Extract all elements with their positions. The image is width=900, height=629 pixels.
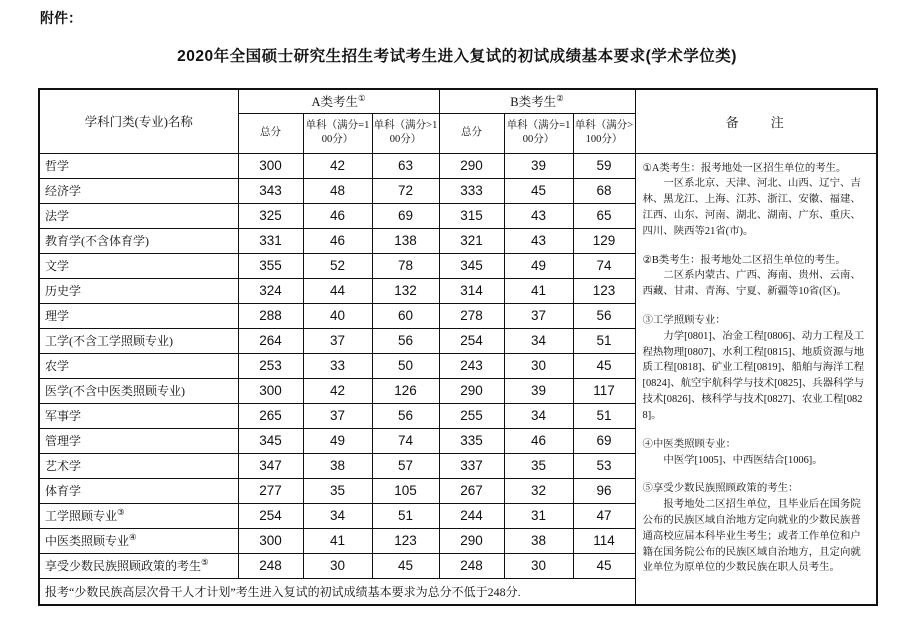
column-group-a [238,89,439,113]
score-cell: 300 [238,378,303,403]
subject-name-cell [39,453,238,478]
score-cell: 50 [372,353,439,378]
score-cell: 254 [238,503,303,528]
score-cell: 69 [372,203,439,228]
score-cell: 105 [372,478,439,503]
score-cell: 34 [504,403,573,428]
table-header [39,89,877,153]
score-cell: 267 [439,478,504,503]
score-requirements-table [38,88,878,606]
score-cell: 35 [303,478,372,503]
score-cell: 51 [573,328,635,353]
score-cell: 57 [372,453,439,478]
score-cell: 248 [238,553,303,578]
column-group-b [439,89,635,113]
subject-name-cell [39,353,238,378]
score-cell: 324 [238,278,303,303]
score-cell: 355 [238,253,303,278]
score-cell: 96 [573,478,635,503]
score-cell: 117 [573,378,635,403]
remark-paragraph: 二区系内蒙古、广西、海南、贵州、云南、西藏、甘肃、青海、宁夏、新疆等10省(区)。 [642,270,861,298]
footnote-marker-1: ① [357,93,366,104]
score-cell: 138 [372,228,439,253]
score-cell: 74 [573,253,635,278]
score-cell: 123 [573,278,635,303]
score-cell: 46 [303,203,372,228]
score-cell: 45 [372,553,439,578]
score-cell: 243 [439,353,504,378]
remark-paragraph: 报考地处二区招生单位，且毕业后在国务院公布的民族区域自治地方定向就业的少数民族普通高校应届本科毕业生考生；或者工作单位和户籍在国务院公布的民族区域自治地方，且定向就业单位为原单位的少数民族在职人员考生。 [642,499,861,574]
subject-name: 文学 [45,259,70,273]
score-cell: 335 [439,428,504,453]
subject-name-cell [39,428,238,453]
score-cell: 42 [303,153,372,178]
table-row [39,153,877,178]
score-cell: 248 [439,553,504,578]
score-cell: 244 [439,503,504,528]
score-cell: 32 [504,478,573,503]
score-cell: 114 [573,528,635,553]
score-cell: 30 [504,353,573,378]
subject-name-cell [39,553,238,578]
score-cell: 38 [303,453,372,478]
score-cell: 56 [372,328,439,353]
score-cell: 42 [303,378,372,403]
subject-name: 农学 [45,359,70,373]
score-cell: 65 [573,203,635,228]
score-cell: 300 [238,528,303,553]
score-cell: 47 [573,503,635,528]
score-cell: 49 [504,253,573,278]
score-cell: 126 [372,378,439,403]
score-cell: 39 [504,153,573,178]
score-cell: 51 [573,403,635,428]
score-cell: 52 [303,253,372,278]
score-cell: 123 [372,528,439,553]
score-cell: 48 [303,178,372,203]
score-cell: 337 [439,453,504,478]
score-cell: 254 [439,328,504,353]
score-cell: 132 [372,278,439,303]
subject-name-cell [39,478,238,503]
score-cell: 345 [238,428,303,453]
subject-name: 艺术学 [45,459,82,473]
score-cell: 300 [238,153,303,178]
score-cell: 315 [439,203,504,228]
column-header-b-total: 总分 [439,113,504,153]
column-header-remarks: 备 注 [635,89,877,153]
subject-name-cell [39,328,238,353]
score-cell: 345 [439,253,504,278]
score-cell: 288 [238,303,303,328]
score-cell: 347 [238,453,303,478]
subject-name: 医学(不含中医类照顾专业) [45,384,185,398]
score-cell: 35 [504,453,573,478]
subject-name: 军事学 [45,409,82,423]
score-cell: 333 [439,178,504,203]
footnote-marker: ⑤ [201,557,209,567]
score-cell: 41 [504,278,573,303]
score-cell: 56 [372,403,439,428]
score-cell: 49 [303,428,372,453]
column-header-subject: 学科门类(专业)名称 [39,89,238,153]
score-cell: 63 [372,153,439,178]
subject-name: 工学(不含工学照顾专业) [45,334,173,348]
remark-paragraph: 一区系北京、天津、河北、山西、辽宁、吉林、黑龙江、上海、江苏、浙江、安徽、福建、江西、山东、河南、湖北、湖南、广东、重庆、四川、陕西等21省(市)。 [642,178,861,237]
subject-name-cell [39,278,238,303]
score-cell: 44 [303,278,372,303]
page-title: 2020年全国硕士研究生招生考试考生进入复试的初试成绩基本要求(学术学位类) [177,48,737,65]
remark-paragraph: ①A类考生：报考地处一区招生单位的考生。 [642,162,847,174]
subject-name: 教育学(不含体育学) [45,234,149,248]
remark-paragraph: ⑤享受少数民族照顾政策的考生： [642,483,799,495]
group-a-label: A类考生 [311,95,358,110]
subject-name-cell [39,153,238,178]
score-cell: 314 [439,278,504,303]
subject-name: 中医类照顾专业 [45,534,130,548]
score-cell: 39 [504,378,573,403]
score-cell: 46 [303,228,372,253]
score-cell: 46 [504,428,573,453]
score-cell: 37 [303,403,372,428]
remark-paragraph: ②B类考生：报考地处二区招生单位的考生。 [642,254,846,266]
score-cell: 129 [573,228,635,253]
subject-name-cell [39,403,238,428]
subject-name: 体育学 [45,484,82,498]
score-cell: 43 [504,228,573,253]
column-header-a-single-gt100: 单科（满分>100分） [372,113,439,153]
column-header-a-total: 总分 [238,113,303,153]
score-cell: 277 [238,478,303,503]
score-cell: 290 [439,378,504,403]
subject-name-cell [39,303,238,328]
score-cell: 41 [303,528,372,553]
score-cell: 264 [238,328,303,353]
subject-name-cell [39,528,238,553]
attachment-label: 附件： [40,10,82,26]
score-cell: 331 [238,228,303,253]
column-header-b-single-eq100: 单科（满分=100分） [504,113,573,153]
score-cell: 30 [504,553,573,578]
score-cell: 290 [439,153,504,178]
column-header-a-single-eq100: 单科（满分=100分） [303,113,372,153]
score-cell: 40 [303,303,372,328]
subject-name: 理学 [45,309,70,323]
subject-name: 哲学 [45,159,70,173]
score-cell: 278 [439,303,504,328]
remark-paragraph: 中医学[1005]、中西医结合[1006]。 [663,454,823,466]
table-body [39,153,877,605]
score-cell: 43 [504,203,573,228]
score-cell: 78 [372,253,439,278]
footnote-marker-2: ② [556,93,564,104]
subject-name-cell [39,253,238,278]
score-cell: 60 [372,303,439,328]
score-cell: 343 [238,178,303,203]
remark-paragraph: 力学[0801]、冶金工程[0806]、动力工程及工程热物理[0807]、水利工程[0815]、地质资源与地质工程[0818]、矿业工程[0819]、船舶与海洋工程[0824]、航空宇航科学与技术[0825]、兵器科学与技术[0826]、核科学与技术[0827]、农业工程[0828]。 [642,330,865,421]
subject-name: 历史学 [45,284,82,298]
score-cell: 74 [372,428,439,453]
subject-name: 管理学 [45,434,82,448]
score-cell: 69 [573,428,635,453]
score-cell: 255 [439,403,504,428]
score-cell: 253 [238,353,303,378]
score-cell: 33 [303,353,372,378]
score-cell: 37 [504,303,573,328]
score-cell: 325 [238,203,303,228]
score-cell: 34 [504,328,573,353]
score-cell: 53 [573,453,635,478]
score-cell: 321 [439,228,504,253]
footnote-marker: ③ [117,507,125,517]
subject-name-cell [39,503,238,528]
subject-name: 经济学 [45,184,82,198]
score-cell: 31 [504,503,573,528]
score-cell: 34 [303,503,372,528]
score-cell: 45 [573,353,635,378]
score-cell: 56 [573,303,635,328]
score-cell: 30 [303,553,372,578]
remark-paragraph: ④中医类照顾专业： [642,438,737,450]
score-cell: 68 [573,178,635,203]
footer-note: 报考“少数民族高层次骨干人才计划”考生进入复试的初试成绩基本要求为总分不低于248分. [39,578,635,605]
score-cell: 37 [303,328,372,353]
remark-paragraph: ③工学照顾专业： [642,315,726,326]
score-cell: 59 [573,153,635,178]
subject-name: 法学 [45,209,70,223]
score-cell: 38 [504,528,573,553]
subject-name-cell [39,203,238,228]
subject-name-cell [39,178,238,203]
column-header-b-single-gt100: 单科（满分>100分） [573,113,635,153]
score-cell: 290 [439,528,504,553]
score-cell: 51 [372,503,439,528]
subject-name-cell [39,378,238,403]
remarks-cell [635,153,877,605]
subject-name: 享受少数民族照顾政策的考生 [45,559,202,573]
score-cell: 45 [573,553,635,578]
subject-name: 工学照顾专业 [45,509,118,523]
score-cell: 45 [504,178,573,203]
group-b-label: B类考生 [510,95,557,110]
subject-name-cell [39,228,238,253]
score-cell: 72 [372,178,439,203]
footnote-marker: ④ [129,532,137,542]
score-cell: 265 [238,403,303,428]
